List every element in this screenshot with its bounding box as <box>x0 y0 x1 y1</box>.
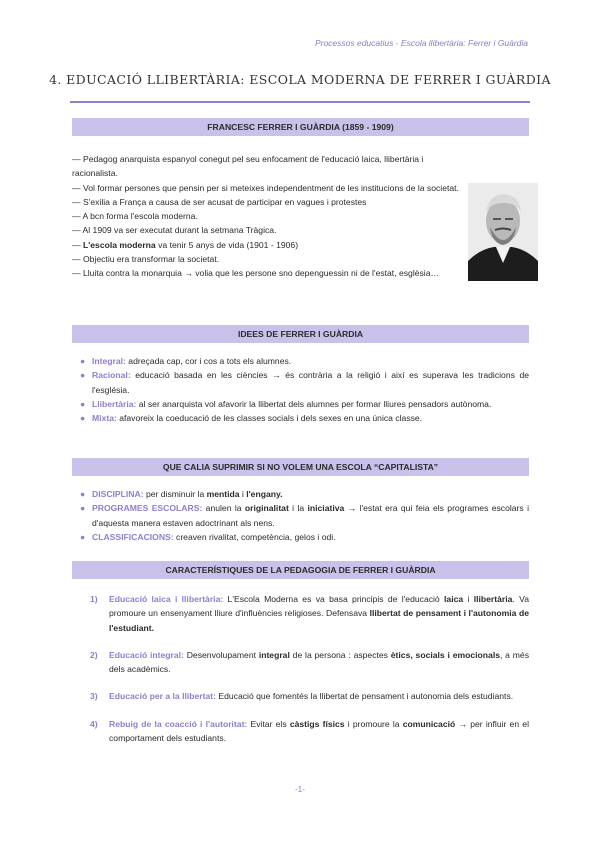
term: Racional: <box>92 370 131 381</box>
item-text: i promoure la <box>344 718 403 729</box>
bio-line: — Al 1909 va ser executat durant la setmana Tràgica. <box>72 225 277 236</box>
item-text: de la persona : aspectes <box>289 649 391 660</box>
term: Rebuig de la coacció i l'autoritat: <box>109 718 248 729</box>
list-item <box>72 648 529 677</box>
bold-text: comunicació <box>402 718 456 729</box>
bio-paragraph <box>72 152 462 281</box>
bio-line: — Lluita contra la monarquia → volia que les persone sno depenguessin ni de l'estat, esglèsia… <box>72 268 440 279</box>
bio-line: — Objectiu era transformar la societat. <box>72 254 220 265</box>
term: Integral: <box>92 356 126 366</box>
ideas-list <box>72 354 529 425</box>
item-text: L'Escola Moderna es va basa principis de l'educació <box>223 594 445 604</box>
item-text: adreçada cap, cor i cos a tots els alumnes. <box>125 356 292 366</box>
term: Educació per a la llibertat: <box>109 691 216 702</box>
bold-text: mentida <box>206 489 240 499</box>
section-heading-ideas: IDEES DE FERRER I GUÀRDIA <box>72 325 529 343</box>
list-item <box>72 397 529 411</box>
section-heading-ferrer: FRANCESC FERRER I GUÀRDIA (1859 - 1909) <box>72 118 529 136</box>
item-text: i <box>463 594 474 604</box>
item-text: → per influir en el comportament dels estudiants. <box>109 718 529 744</box>
term: DISCIPLINA: <box>92 489 144 499</box>
characteristics-list <box>72 592 529 758</box>
bold-text: ètics, socials i emocionals <box>390 649 500 660</box>
bio-text: va tenir 5 anys de vida (1901 - 1906) <box>155 239 299 250</box>
bold-text: integral <box>258 649 290 660</box>
portrait-photo-icon <box>468 183 538 281</box>
item-text: al ser anarquista vol afavorir la llibertat dels alumnes per formar lliures pensadors autònoma. <box>136 398 492 409</box>
page-title: 4. EDUCACIÓ LLIBERTÀRIA: ESCOLA MODERNA DE FERRER I GUÀRDIA <box>49 72 551 87</box>
item-text: i <box>239 489 247 499</box>
item-text: i la <box>288 503 308 514</box>
list-item <box>72 411 529 425</box>
item-text: Educació que fomentés la llibertat de pensament i autonomia dels estudiants. <box>215 691 514 702</box>
item-number: 4) <box>90 718 98 729</box>
section-heading-suppress: QUE CALIA SUPRIMIR SI NO VOLEM UNA ESCOLA “CAPITALISTA” <box>72 458 529 476</box>
bullet-icon: ● <box>80 503 86 514</box>
list-item <box>72 717 529 746</box>
bullet-icon: ● <box>80 356 86 366</box>
list-item <box>72 368 529 397</box>
list-item <box>72 487 529 501</box>
bold-text: laica <box>444 594 464 604</box>
bio-line <box>72 238 462 252</box>
term: PROGRAMES ESCOLARS: <box>92 503 203 514</box>
item-text: . Va promoure un ensenyament lliure d'influències religioses. Defensava <box>109 594 529 619</box>
item-text: , a més dels acadèmics. <box>109 649 529 675</box>
bullet-icon: ● <box>80 413 86 424</box>
list-item <box>72 592 529 635</box>
item-number: 2) <box>90 649 98 660</box>
title-divider <box>70 101 530 103</box>
item-text: Desenvolupament <box>183 649 259 660</box>
item-text: Evitar els <box>247 718 290 729</box>
list-item <box>72 530 529 544</box>
page-number: -1- <box>295 785 305 794</box>
bullet-icon: ● <box>80 370 86 381</box>
bullet-icon: ● <box>80 489 86 499</box>
bullet-icon: ● <box>80 531 86 542</box>
item-text: anulen la <box>202 503 245 514</box>
term: Mixta: <box>92 413 117 424</box>
bio-line: — Vol formar persones que pensin per si meteixes independentment de les institucions de la societat. <box>72 182 459 193</box>
bold-text: llibertat de pensament i l'autonomia de l'estudiant. <box>109 608 529 633</box>
term: Educació integral: <box>109 649 184 660</box>
item-text: educació basada en les ciències → és contrària a la religió i així es superava les tradicions de l'església. <box>92 370 529 395</box>
item-text: creaven rivalitat, competència, gelos i odi. <box>173 531 336 542</box>
bold-text: càstigs físics <box>289 718 345 729</box>
term: Llibertària: <box>92 398 137 409</box>
item-text: afavoreix la coeducació de les classes socials i dels sexes en una única classe. <box>116 413 423 424</box>
item-text: → l'estat era qui feia els programes escolars i d'aquesta manera estaven adoctrinant als nens. <box>92 503 529 528</box>
term: CLASSIFICACIONS: <box>92 531 174 542</box>
bold-text: l'engany. <box>246 489 283 499</box>
bold-text: originalitat <box>244 503 289 514</box>
suppress-list <box>72 487 529 544</box>
list-item <box>72 689 529 703</box>
list-item <box>72 354 529 368</box>
item-number: 3) <box>90 691 98 702</box>
dash: — <box>72 239 83 250</box>
bold-text: iniciativa <box>307 503 345 514</box>
running-header: Processos educatius - Escola llibertària: Ferrer i Guàrdia <box>314 38 528 48</box>
bio-bold: L'escola moderna <box>82 239 156 250</box>
term: Educació laica i llibertària: <box>109 594 224 604</box>
bullet-icon: ● <box>80 398 86 409</box>
item-text: per disminuir la <box>143 489 207 499</box>
bold-text: llibertària <box>473 594 513 604</box>
bio-line: — A bcn forma l'escola moderna. <box>72 211 198 222</box>
bio-line: — Pedagog anarquista espanyol conegut pel seu enfocament de l'educació laica, llibertària i racionalista. <box>72 154 424 179</box>
item-number: 1) <box>90 594 98 604</box>
section-heading-characteristics: CARACTERÍSTIQUES DE LA PEDAGOGIA DE FERRER I GUÀRDIA <box>72 561 529 579</box>
list-item <box>72 501 529 530</box>
bio-line: — S'exilia a França a causa de ser acusat de participar en vagues i protestes <box>72 196 367 207</box>
